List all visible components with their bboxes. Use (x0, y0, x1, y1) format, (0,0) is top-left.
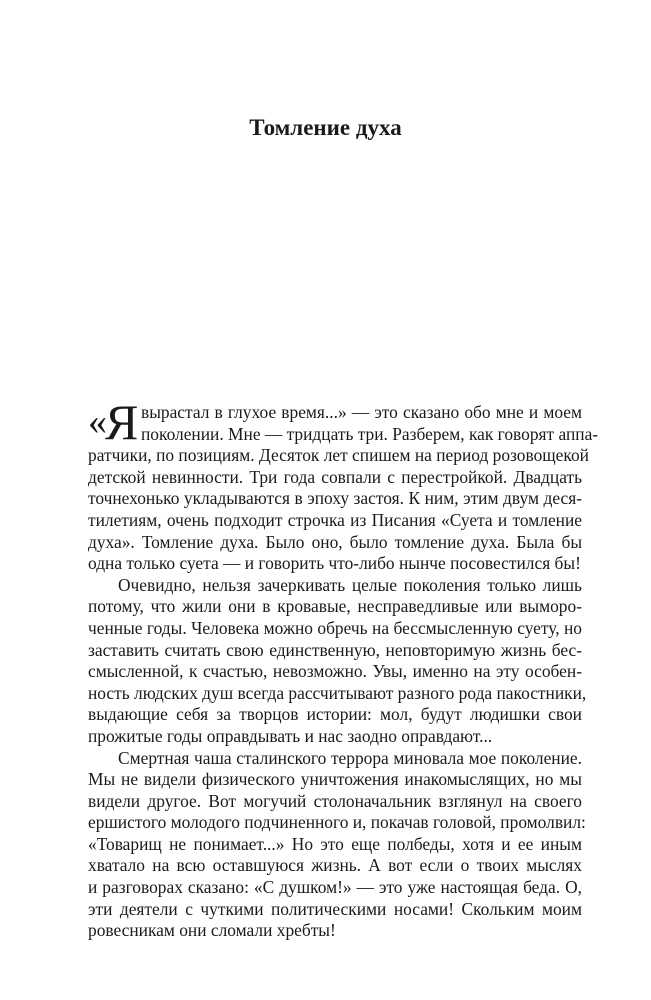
text-line: смысленной, к счастью, невозможно. Увы, именно на эту особен- (88, 661, 582, 682)
drop-cap (88, 394, 139, 450)
text-line: вырастал в глухое время...» — это сказано обо мне и моем (141, 402, 582, 422)
text-line: ровесникам они сломали хребты! (88, 920, 336, 941)
paragraph (88, 394, 599, 575)
text-line: Смертная чаша сталинского террора миновала мое поколение. (118, 747, 582, 768)
paragraph (88, 747, 586, 942)
text-line: одна только суета — и говорить что-либо нынче посовестился бы! (88, 553, 581, 574)
text-line: эти деятели с чуткими политическими носами! Скольким моим (88, 898, 582, 919)
text-line: видели другое. Вот могучий столоначальник взглянул на своего (88, 790, 582, 811)
text-line: детской невинности. Три года совпали с перестройкой. Двадцать (88, 466, 582, 487)
text-line: поколении. Мне — тридцать три. Разберем, как говорят аппа- (141, 423, 599, 444)
text-line: Мы не видели физического уничтожения инакомыслящих, но мы (88, 769, 582, 790)
text-line: потому, что жили они в кровавые, несправедливые или выморо- (88, 596, 582, 617)
text-line: и разговорах сказано: «С душком!» — это уже настоящая беда. О, (88, 877, 582, 898)
drop-cap-letter: Я (105, 394, 139, 450)
text-line: заставить считать свою единственную, неповторимую жизнь бес- (88, 639, 582, 660)
body-text (88, 394, 599, 942)
text-line: хватало на всю оставшуюся жизнь. А вот если о твоих мыслях (88, 855, 582, 876)
paragraph (88, 574, 587, 748)
text-line: Очевидно, нельзя зачеркивать целые поколения только лишь (118, 574, 582, 595)
text-line: выдающие себя за творцов истории: мол, будут людишки свои (88, 704, 582, 725)
page-title: Томление духа (249, 115, 402, 140)
text-line: «Товарищ не понимает...» Но это еще полбеды, хотя и ее иным (88, 833, 582, 854)
text-line: ратчики, по позициям. Десяток лет спишем на период розовощекой (88, 445, 589, 466)
text-line: прожитые годы оправдывать и нас заодно оправдают... (88, 725, 493, 746)
text-line: ченные годы. Человека можно обречь на бессмысленную суету, но (88, 617, 582, 638)
drop-cap-quote: « (88, 401, 107, 443)
text-line: точнехонько укладываются в эпоху застоя. К ним, этим двум деся- (88, 488, 582, 509)
text-line: тилетиям, очень подходит строчка из Писания «Суета и томление (88, 509, 582, 530)
text-line: ность людских душ всегда рассчитывают разного рода пакостники, (88, 682, 587, 703)
text-line: духа». Томление духа. Было оно, было томление духа. Была бы (88, 531, 582, 552)
text-line: ершистого молодого подчиненного и, покачав головой, промолвил: (88, 812, 586, 833)
